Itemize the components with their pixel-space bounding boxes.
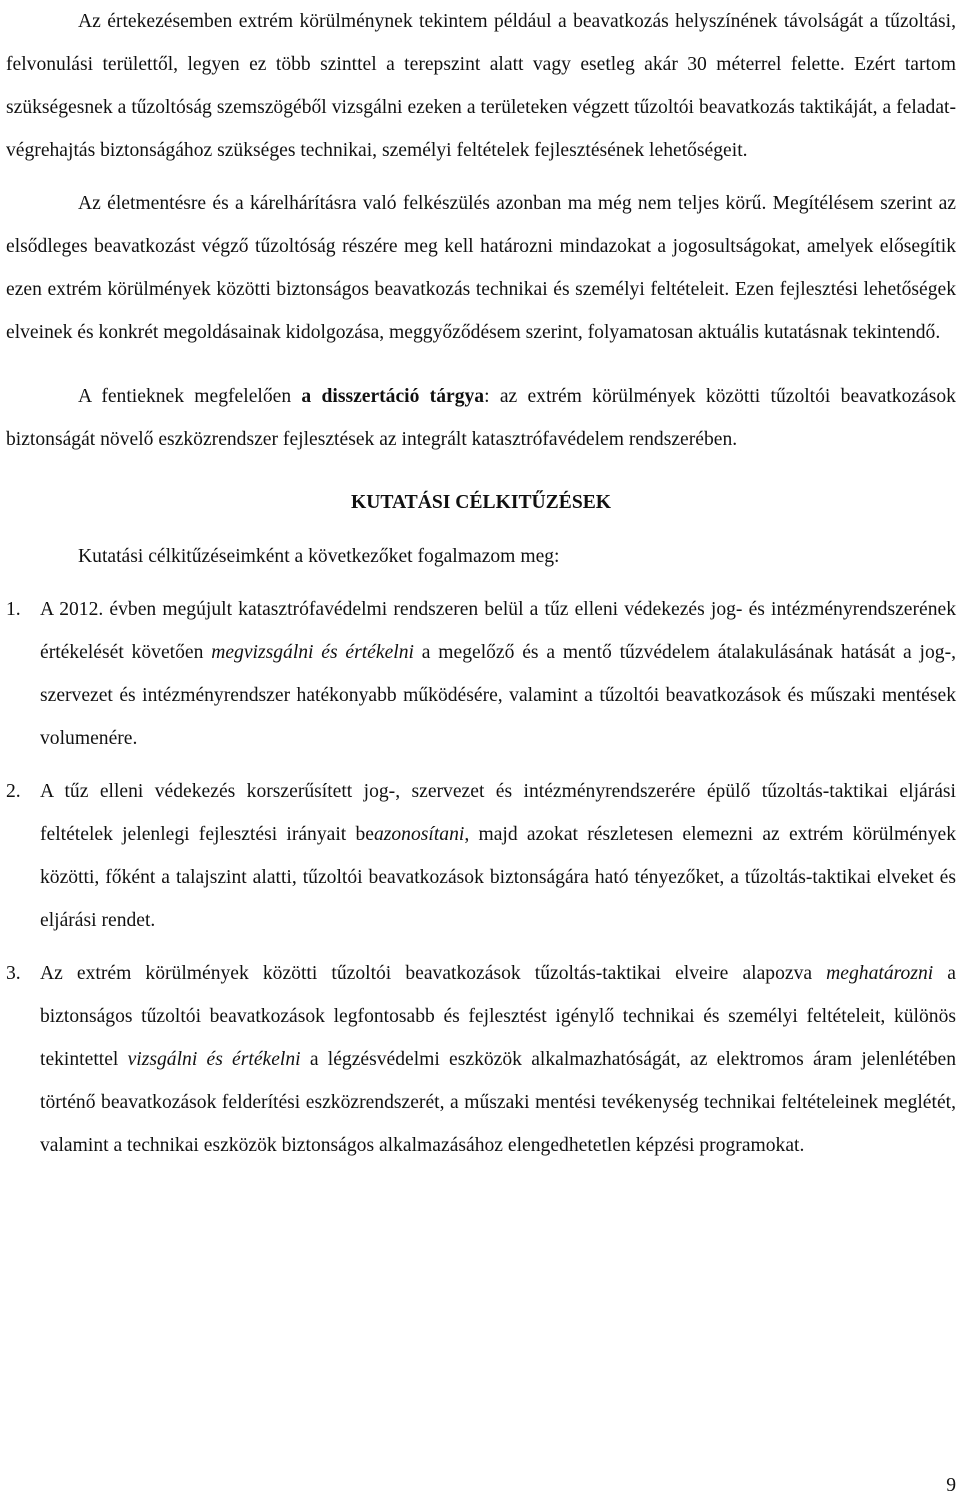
research-goals-list — [6, 588, 956, 1167]
document-page — [6, 0, 956, 1167]
list-item — [6, 588, 956, 760]
page-number: 9 — [946, 1475, 956, 1496]
goal-text: A 2012. évben megújult katasztrófavédelmi rendszeren belül a tűz elleni védekezés jog- és intézményrendszerének értékelését követően — [40, 599, 956, 663]
goal-italic-text: meghatározni — [826, 963, 934, 984]
goal-text: A tűz elleni védekezés korszerűsített jog-, szervezet és intézményrendszerére épülő tűzoltás-taktikai eljárási feltételek jelenlegi fejlesztési irányait be — [40, 781, 956, 845]
list-item — [6, 770, 956, 942]
section-heading: KUTATÁSI CÉLKITŰZÉSEK — [350, 492, 612, 513]
subject-bold-text: a disszertáció tárgya — [301, 386, 485, 407]
goal-italic-text: megvizsgálni és értékelni — [211, 642, 414, 663]
list-item-number: 2. — [6, 781, 21, 802]
goal-text: a légzésvédelmi eszközök alkalmazhatóságát, az elektromos áram jelenlétében történő beavatkozások felderítési eszközrendszerét, a műszaki mentési tevékenység technikai feltételeinek meglétét, valamint a technikai eszközök biztonságos alkalmazásához elengedhetetlen képzési programokat. — [40, 1049, 956, 1156]
goal-text: Az extrém körülmények közötti tűzoltói beavatkozások tűzoltás-taktikai elveire alapozva — [40, 963, 827, 984]
list-item-number: 1. — [6, 599, 21, 620]
subject-rest-text: : az extrém körülmények közötti tűzoltói beavatkozások biztonságát növelő eszközrendszer fejlesztések az integrált katasztrófavédelem rendszerében. — [6, 386, 956, 450]
paragraph-extreme-conditions: Az értekezésemben extrém körülménynek tekintem például a beavatkozás helyszínének távolságát a tűzoltási, felvonulási területtől, legyen ez több szinttel a terepszint alatt vagy esetleg akár 30 méterrel felette. Ezért tartom szükségesnek a tűzoltóság szemszögéből vizsgálni ezeken a területeken végzett tűzoltói beavatkozás taktikáját, a feladat-végrehajtás biztonságához szükséges technikai, személyi feltételek fejlesztésének lehetőségeit. — [6, 11, 956, 161]
goal-text: , majd azokat részletesen elemezni az extrém körülmények közötti, főként a talajszint alatti, tűzoltói beavatkozások biztonságára ható tényezőket, a tűzoltás-taktikai elveket és eljárási rendet. — [40, 824, 956, 931]
list-item — [6, 952, 956, 1167]
goal-text: a megelőző és a mentő tűzvédelem átalakulásának hatását a jog-, szervezet és intézményrendszer hatékonyabb működésére, valamint a tűzoltói beavatkozások és műszaki mentések volumenére. — [40, 642, 956, 749]
list-item-number: 3. — [6, 963, 21, 984]
paragraph-dissertation-subject — [6, 375, 956, 461]
goal-text: a biztonságos tűzoltói beavatkozások legfontosabb és fejlesztést igénylő technikai és személyi feltételeit, különös tekintettel — [40, 963, 956, 1070]
paragraph-preparation: Az életmentésre és a kárelhárításra való felkészülés azonban ma még nem teljes körű. Megítélésem szerint az elsődleges beavatkozást végző tűzoltóság részére meg kell határozni mindazokat a jogosultságokat, amelyek elősegítik ezen extrém körülmények közötti biztonságos beavatkozás technikai és személyi feltételeit. Ezen fejlesztési lehetőségek elveinek és konkrét megoldásainak kidolgozása, meggyőződésem szerint, folyamatosan aktuális kutatásnak tekintendő. — [6, 193, 956, 343]
subject-intro-text: A fentieknek megfelelően — [78, 386, 302, 407]
goal-italic-text: vizsgálni és értékelni — [127, 1049, 301, 1070]
section-lead: Kutatási célkitűzéseimként a következőket fogalmazom meg: — [78, 546, 560, 567]
goal-italic-text: azonosítani — [373, 824, 465, 845]
